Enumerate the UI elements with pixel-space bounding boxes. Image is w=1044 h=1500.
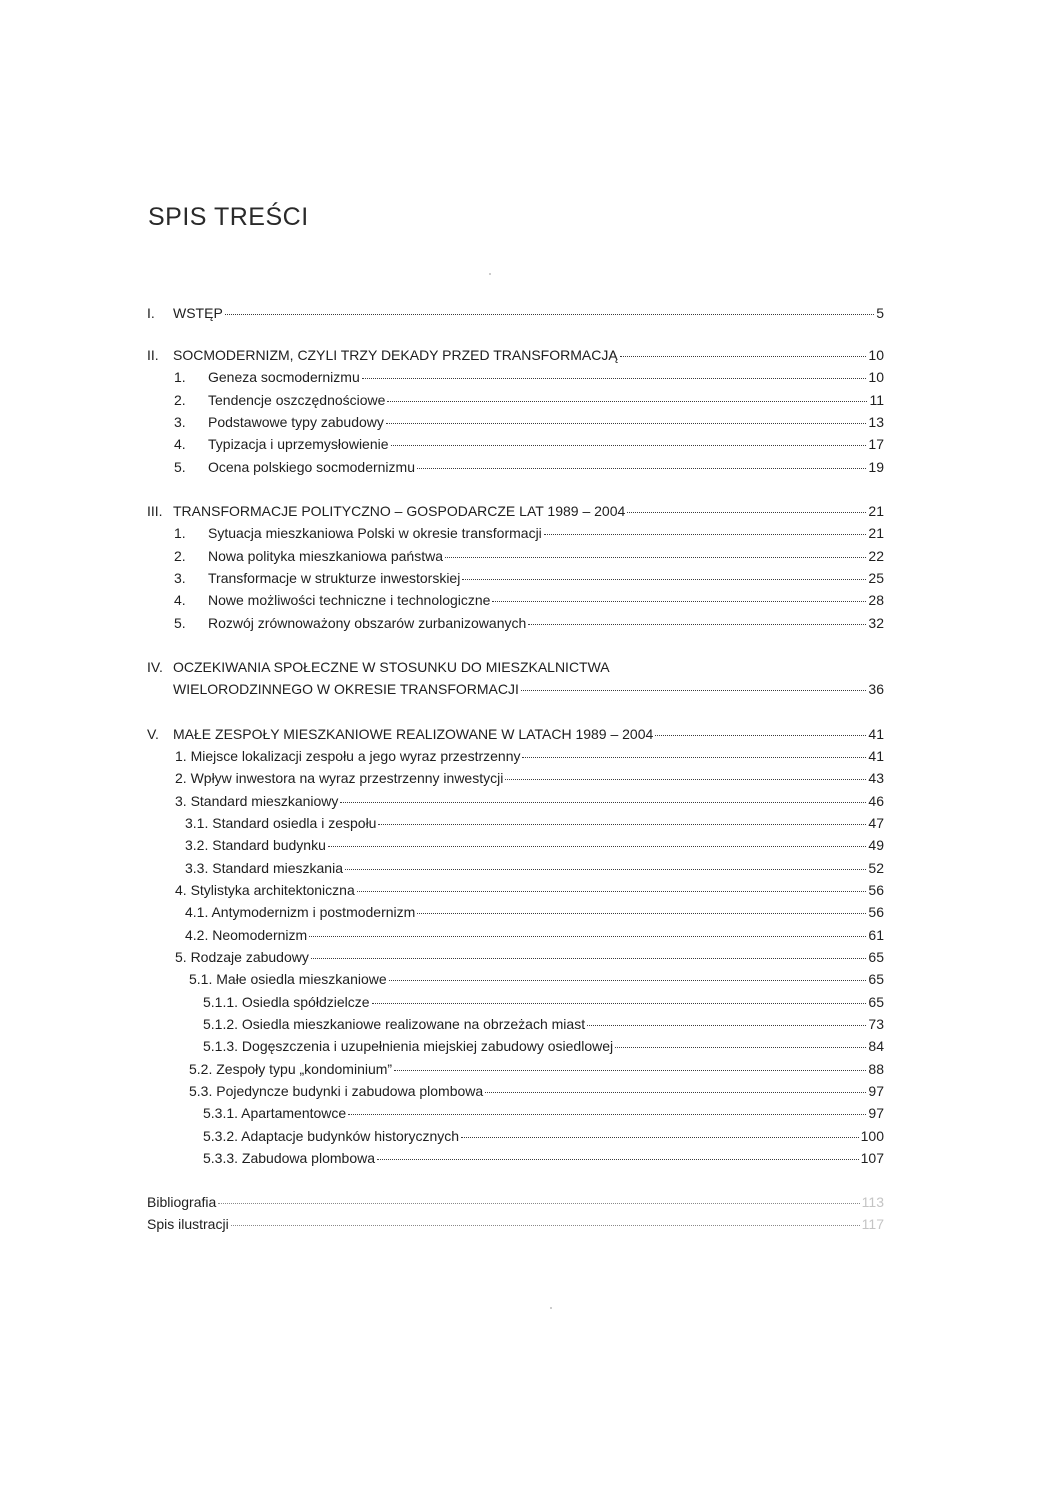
- page-number: 107: [860, 1150, 884, 1166]
- item-number: 1.: [174, 525, 186, 541]
- toc-entry[interactable]: [175, 792, 884, 810]
- item-title: 5.1.1. Osiedla spółdzielcze: [203, 994, 370, 1010]
- dot-leader: [345, 869, 866, 870]
- toc-entry[interactable]: [203, 1149, 884, 1167]
- toc-entry-section-iv-line1[interactable]: [147, 658, 884, 676]
- dot-leader: [462, 579, 866, 580]
- item-title: Transformacje w strukturze inwestorskiej: [208, 570, 461, 586]
- item-title: Sytuacja mieszkaniowa Polski w okresie transformacji: [208, 525, 542, 541]
- item-title: Rozwój zrównoważony obszarów zurbanizowanych: [208, 615, 527, 631]
- page-number: 36: [868, 681, 884, 697]
- item-number: 1.: [174, 369, 186, 385]
- dot-leader: [615, 1047, 866, 1048]
- page-number: 52: [868, 860, 884, 876]
- scan-speck: [550, 1307, 552, 1309]
- item-title: 5.2. Zespoły typu „kondominium”: [189, 1061, 393, 1077]
- page-number: 25: [868, 570, 884, 586]
- item-title: Bibliografia: [147, 1194, 217, 1210]
- section-title: WSTĘP: [173, 305, 223, 321]
- dot-leader: [309, 936, 866, 937]
- item-title: Geneza socmodernizmu: [208, 369, 360, 385]
- page-number: 113: [861, 1194, 884, 1210]
- item-number: 4.: [174, 436, 186, 452]
- toc-entry[interactable]: [185, 814, 884, 832]
- dot-leader: [655, 735, 866, 736]
- item-title: Podstawowe typy zabudowy: [208, 414, 384, 430]
- item-title: 5.3.2. Adaptacje budynków historycznych: [203, 1128, 460, 1144]
- section-number: I.: [147, 305, 155, 321]
- dot-leader: [378, 824, 866, 825]
- dot-leader: [225, 314, 874, 315]
- item-title: 3. Standard mieszkaniowy: [175, 793, 339, 809]
- toc-entry[interactable]: [174, 614, 884, 632]
- toc-entry[interactable]: [174, 391, 884, 409]
- section-title: MAŁE ZESPOŁY MIESZKANIOWE REALIZOWANE W LATACH 1989 – 2004: [173, 726, 654, 742]
- toc-entry[interactable]: [185, 903, 884, 921]
- page-number: 49: [868, 837, 884, 853]
- dot-leader: [587, 1025, 866, 1026]
- toc-entry[interactable]: [174, 368, 884, 386]
- item-title: 5.1.3. Dogęszczenia i uzupełnienia miejskiej zabudowy osiedlowej: [203, 1038, 614, 1054]
- item-number: 2.: [174, 392, 186, 408]
- toc-entry[interactable]: [175, 948, 884, 966]
- dot-leader: [461, 1137, 859, 1138]
- page-number: 10: [868, 369, 884, 385]
- page-number: 73: [868, 1016, 884, 1032]
- item-title: 5.3.3. Zabudowa plombowa: [203, 1150, 375, 1166]
- page-number: 56: [868, 882, 884, 898]
- toc-entry[interactable]: [189, 970, 884, 988]
- page-number: 19: [868, 459, 884, 475]
- item-title: 5.1.2. Osiedla mieszkaniowe realizowane na obrzeżach miast: [203, 1016, 586, 1032]
- item-number: 3.: [174, 570, 186, 586]
- item-number: 3.: [174, 414, 186, 430]
- dot-leader: [328, 846, 867, 847]
- section-title: SOCMODERNIZM, CZYLI TRZY DEKADY PRZED TRANSFORMACJĄ: [173, 347, 618, 363]
- dot-leader: [348, 1114, 866, 1115]
- toc-entry[interactable]: [203, 1015, 884, 1033]
- page-number: 97: [868, 1105, 884, 1121]
- section-title-continued: WIELORODZINNEGO W OKRESIE TRANSFORMACJI: [173, 681, 519, 697]
- toc-entry[interactable]: [203, 1127, 884, 1145]
- page-number: 100: [860, 1128, 884, 1144]
- toc-entry[interactable]: [175, 881, 884, 899]
- toc-entry[interactable]: [174, 591, 884, 609]
- item-number: 2.: [174, 548, 186, 564]
- item-title: Nowa polityka mieszkaniowa państwa: [208, 548, 443, 564]
- item-title: Spis ilustracji: [147, 1216, 229, 1232]
- dot-leader: [357, 891, 867, 892]
- page-number: 32: [868, 615, 884, 631]
- dot-leader: [544, 534, 867, 535]
- item-title: 5. Rodzaje zabudowy: [175, 949, 309, 965]
- page-number: 46: [868, 793, 884, 809]
- toc-entry[interactable]: [203, 993, 884, 1011]
- toc-entry[interactable]: [189, 1082, 884, 1100]
- page-number: 17: [868, 436, 884, 452]
- toc-entry[interactable]: [189, 1060, 884, 1078]
- page-number: 43: [868, 770, 884, 786]
- dot-leader: [627, 512, 866, 513]
- dot-leader: [445, 557, 866, 558]
- page-number: 84: [868, 1038, 884, 1054]
- toc-entry[interactable]: [174, 569, 884, 587]
- page-number: 10: [868, 347, 884, 363]
- dot-leader: [372, 1003, 867, 1004]
- toc-entry[interactable]: [174, 547, 884, 565]
- toc-entry-wstep[interactable]: [147, 304, 884, 322]
- dot-leader: [505, 779, 866, 780]
- dot-leader: [387, 401, 867, 402]
- page-number: 61: [868, 927, 884, 943]
- page-number: 22: [868, 548, 884, 564]
- item-title: 3.3. Standard mieszkania: [185, 860, 343, 876]
- item-title: Tendencje oszczędnościowe: [208, 392, 386, 408]
- page-title: SPIS TREŚCI: [148, 203, 309, 231]
- dot-leader: [417, 913, 866, 914]
- page-number: 21: [868, 525, 884, 541]
- dot-leader: [417, 468, 866, 469]
- page-number: 21: [868, 503, 884, 519]
- dot-leader: [231, 1225, 860, 1226]
- item-title: Typizacja i uprzemysłowienie: [208, 436, 389, 452]
- page-number: 41: [868, 726, 884, 742]
- page-number: 41: [868, 748, 884, 764]
- dot-leader: [377, 1159, 859, 1160]
- toc-entry-section-iii[interactable]: [147, 502, 884, 520]
- toc-entry[interactable]: [185, 836, 884, 854]
- section-number: V.: [147, 726, 159, 742]
- dot-leader: [492, 601, 866, 602]
- scan-speck: [489, 273, 491, 275]
- toc-entry[interactable]: [174, 413, 884, 431]
- toc-entry[interactable]: [185, 859, 884, 877]
- dot-leader: [340, 802, 866, 803]
- dot-leader: [528, 624, 866, 625]
- item-number: 5.: [174, 459, 186, 475]
- dot-leader: [391, 445, 867, 446]
- item-title: 5.3.1. Apartamentowce: [203, 1105, 347, 1121]
- dot-leader: [394, 1070, 866, 1071]
- dot-leader: [521, 690, 867, 691]
- item-title: Ocena polskiego socmodernizmu: [208, 459, 415, 475]
- page-number: 88: [868, 1061, 884, 1077]
- toc-entry-bibliography[interactable]: [147, 1193, 884, 1211]
- item-number: 4.: [174, 592, 186, 608]
- page-number: 56: [868, 904, 884, 920]
- item-title: 1. Miejsce lokalizacji zespołu a jego wyraz przestrzenny: [175, 748, 521, 764]
- toc-entry-list-of-illustrations[interactable]: [147, 1215, 884, 1233]
- dot-leader: [311, 958, 867, 959]
- toc-entry-section-iv[interactable]: [173, 680, 884, 698]
- page-number: 5: [876, 305, 884, 321]
- toc-entry[interactable]: [174, 524, 884, 542]
- toc-entry[interactable]: [174, 435, 884, 453]
- toc-entry[interactable]: [203, 1037, 884, 1055]
- dot-leader: [362, 378, 867, 379]
- item-title: 5.1. Małe osiedla mieszkaniowe: [189, 971, 387, 987]
- item-title: 4.1. Antymodernizm i postmodernizm: [185, 904, 416, 920]
- section-number: II.: [147, 347, 159, 363]
- item-title: 3.1. Standard osiedla i zespołu: [185, 815, 377, 831]
- item-title: 4.2. Neomodernizm: [185, 927, 308, 943]
- page-number: 65: [868, 949, 884, 965]
- section-number: III.: [147, 503, 163, 519]
- dot-leader: [485, 1092, 866, 1093]
- dot-leader: [620, 356, 867, 357]
- toc-entry[interactable]: [185, 926, 884, 944]
- page-number: 65: [868, 994, 884, 1010]
- page-number: 65: [868, 971, 884, 987]
- section-number: IV.: [147, 659, 163, 675]
- item-title: 5.3. Pojedyncze budynki i zabudowa plombowa: [189, 1083, 484, 1099]
- dot-leader: [522, 757, 866, 758]
- dot-leader: [386, 423, 867, 424]
- page-number: 28: [868, 592, 884, 608]
- toc-entry[interactable]: [174, 458, 884, 476]
- item-title: 4. Stylistyka architektoniczna: [175, 882, 355, 898]
- item-title: Nowe możliwości techniczne i technologiczne: [208, 592, 491, 608]
- toc-entry[interactable]: [203, 1104, 884, 1122]
- item-title: 3.2. Standard budynku: [185, 837, 326, 853]
- item-title: 2. Wpływ inwestora na wyraz przestrzenny inwestycji: [175, 770, 504, 786]
- page-number: 47: [868, 815, 884, 831]
- page-number: 13: [868, 414, 884, 430]
- toc-entry-section-v[interactable]: [147, 725, 884, 743]
- dot-leader: [218, 1203, 859, 1204]
- toc-entry[interactable]: [175, 769, 884, 787]
- item-number: 5.: [174, 615, 186, 631]
- toc-entry-section-ii[interactable]: [147, 346, 884, 364]
- page-number: 117: [861, 1216, 884, 1232]
- dot-leader: [389, 980, 867, 981]
- section-title: TRANSFORMACJE POLITYCZNO – GOSPODARCZE LAT 1989 – 2004: [173, 503, 626, 519]
- toc-entry[interactable]: [175, 747, 884, 765]
- page-number: 97: [868, 1083, 884, 1099]
- page-number: 11: [869, 392, 884, 408]
- section-title: OCZEKIWANIA SPOŁECZNE W STOSUNKU DO MIESZKALNICTWA: [173, 659, 610, 675]
